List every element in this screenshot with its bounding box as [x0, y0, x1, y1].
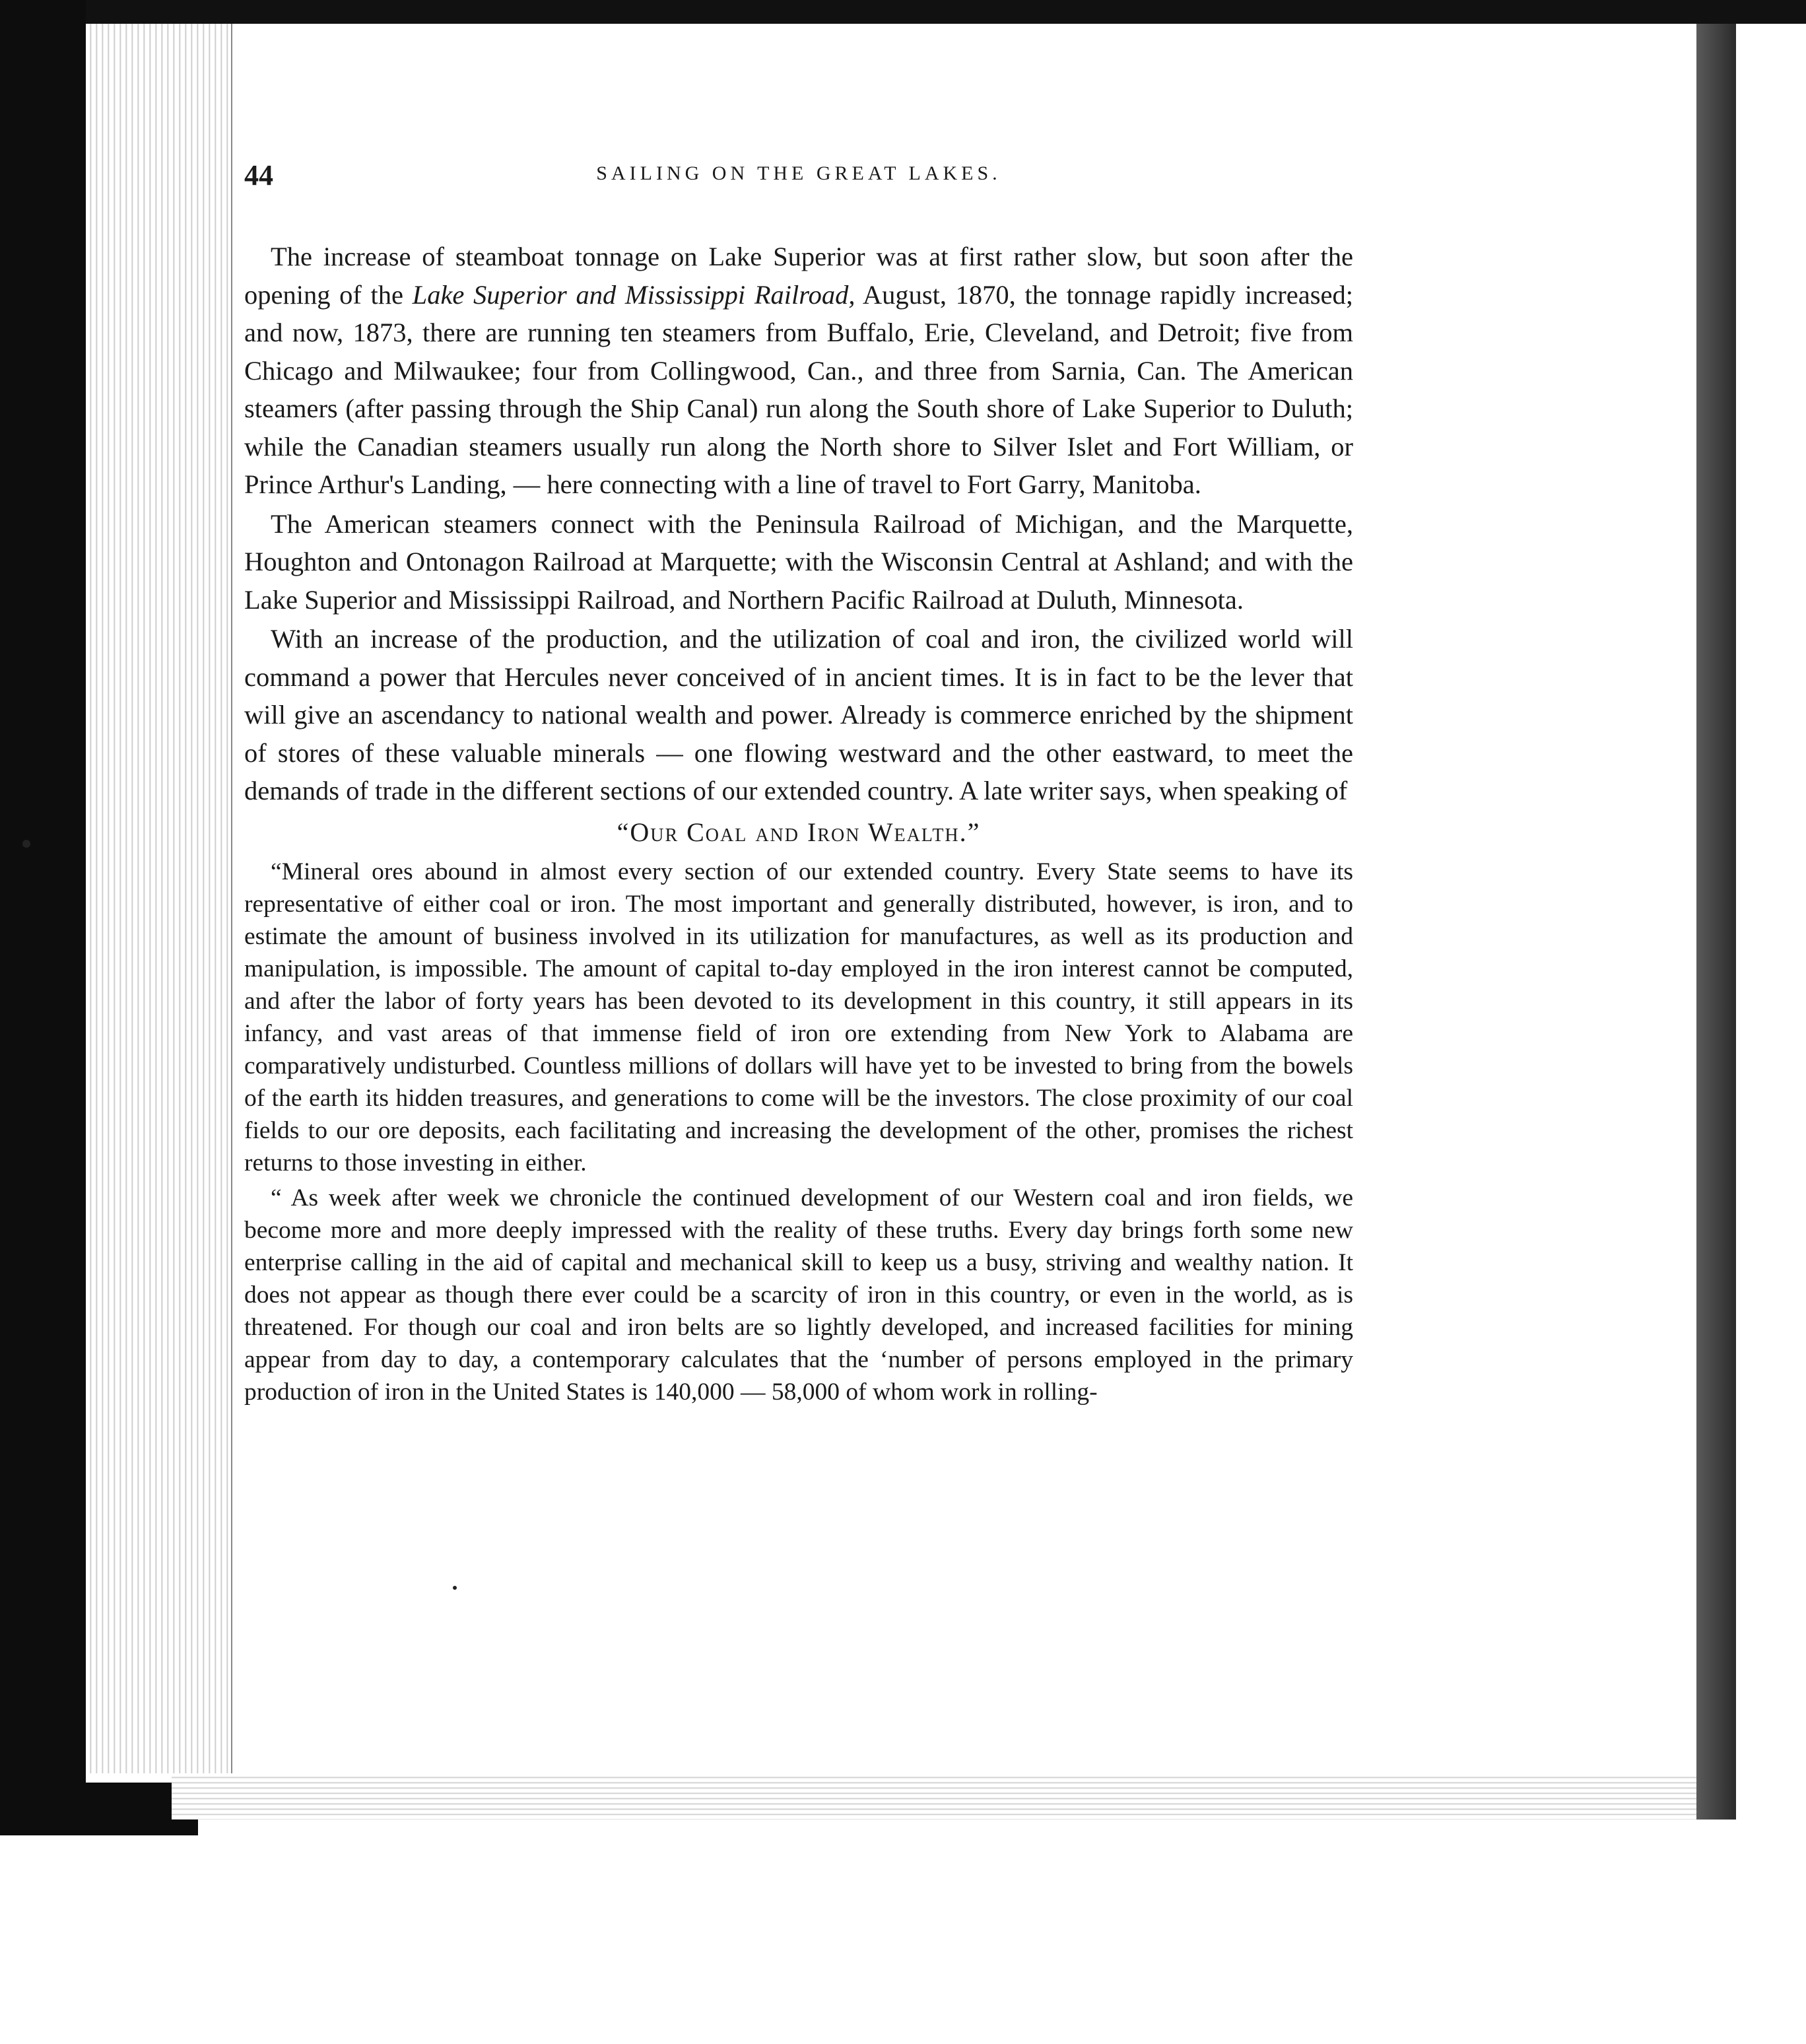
- running-head: [244, 158, 1353, 198]
- quoted-paragraph-1: “Mineral ores abound in almost every section of our extended country. Every State seems to have its representative of either coal or iron. The most important and generally distributed, however, is iron, and to estimate the amount of business involved in its utilization for manufactures, as well as its production and manipulation, is impossible. The amount of capital to-day employed in the iron interest cannot be computed, and after the labor of forty years has been devoted to its development in this country, it still appears in its infancy, and vast areas of that immense field of iron ore extending from New York to Alabama are comparatively undisturbed. Countless millions of dollars will have yet to be invested to bring from the bowels of the earth its hidden treasures, and generations to come will be the investors. The close proximity of our coal fields to our ore deposits, each facilitating and increasing the development of the other, promises the richest returns to those investing in either.: [244, 858, 1353, 1176]
- running-title: SAILING ON THE GREAT LAKES.: [596, 162, 1001, 184]
- scan-margin-right: [1736, 24, 1806, 1820]
- body-paragraph-3: With an increase of the production, and the utilization of coal and iron, the civilized world will command a power that Hercules never conceived of in ancient times. It is in fact to be the lever that will give an ascendancy to national wealth and power. Already is commerce enriched by the shipment of stores of these valuable minerals — one flowing westward and the other eastward, to meet the demands of trade in the different sections of our extended country. A late writer says, when speaking of: [244, 624, 1353, 805]
- page-number: 44: [244, 159, 273, 191]
- scan-border-left: [0, 0, 86, 1783]
- railroad-name-italic: Lake Superior and Mississippi Railroad,: [412, 279, 855, 310]
- section-heading: “Our Coal and Iron Wealth.”: [617, 817, 981, 847]
- body-paragraph-2: The American steamers connect with the Peninsula Railroad of Michigan, and the Marquette, Houghton and Ontonagon Railroad at Marquette; with the Wisconsin Central at Ashland; and with the Lake Superior and Mississippi Railroad, and Northern Pacific Railroad at Duluth, Minnesota.: [244, 508, 1353, 615]
- scan-speck: [453, 1586, 457, 1590]
- quoted-paragraph-2: “ As week after week we chronicle the continued development of our Western coal and iron fields, we become more and more deeply impressed with the reality of these truths. Every day brings forth some new enterprise calling in the aid of capital and mechanical skill to keep us a busy, striving and wealthy nation. It does not appear as though there ever could be a scarcity of iron in this country, or even in the world, as is threatened. For though our coal and iron belts are so lightly developed, and increased facilities for mining appear from day to day, a contemporary calculates that the ‘number of persons employed in the primary production of iron in the United States is 140,000 — 58,000 of whom work in rolling-: [244, 1184, 1353, 1406]
- body-paragraph-1: [244, 238, 1353, 504]
- scan-speck: [22, 840, 30, 848]
- paragraph-1-text-b: August, 1870, the tonnage rapidly increased; and now, 1873, there are running ten steamers from Buffalo, Erie, Cleveland, and Detroit; five from Chicago and Milwaukee; four from Collingwood, Can., and three from Sarnia, Can. The American steamers (after passing through the Ship Canal) run along the South shore of Lake Superior to Duluth; while the Canadian steamers usually run along the North shore to Silver Islet and Fort William, or Prince Arthur's Landing, — here connecting with a line of travel to Fort Garry, Manitoba.: [244, 279, 1353, 499]
- scan-border-bottom-left: [0, 1783, 198, 1835]
- page-edges-bottom: [172, 1773, 1729, 1820]
- page-content: [244, 158, 1353, 1408]
- binding-shadow: [1696, 24, 1736, 1820]
- paragraph-1-text-a: The increase of steamboat tonnage on Lake Superior was at first rather slow, but soon after the opening of the: [244, 242, 1353, 310]
- page-edges-left: [86, 24, 232, 1773]
- scan-border-top: [0, 0, 1806, 24]
